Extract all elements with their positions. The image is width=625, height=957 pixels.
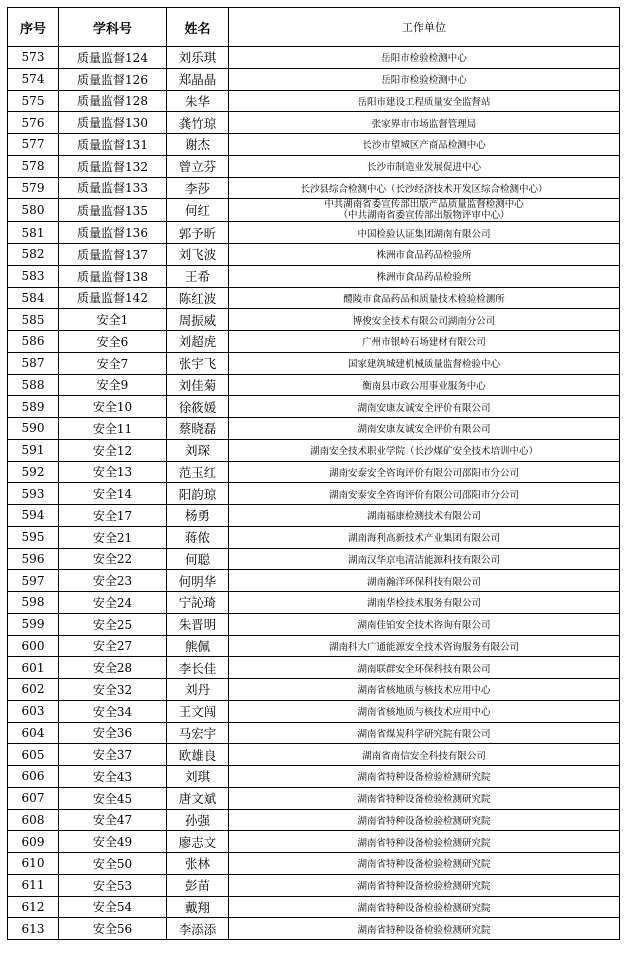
- row-unit-cell: 湖南省特种设备检验检测研究院: [229, 766, 620, 788]
- row-name-cell: 唐文斌: [167, 787, 229, 809]
- row-unit-cell: 湖南科大广通能源安全技术咨询服务有限公司: [229, 635, 620, 657]
- row-name-cell: 王希: [167, 265, 229, 287]
- row-seq-cell: 592: [8, 461, 59, 483]
- row-subject-cell: 安全21: [59, 526, 167, 548]
- row-seq-cell: 597: [8, 570, 59, 592]
- row-unit-cell: 湖南华检技术服务有限公司: [229, 592, 620, 614]
- row-name-cell: 蒋侬: [167, 526, 229, 548]
- row-name-cell: 刘佳菊: [167, 374, 229, 396]
- row-subject-cell: 质量监督131: [59, 134, 167, 156]
- row-subject-cell: 安全27: [59, 635, 167, 657]
- row-subject-cell: 安全14: [59, 483, 167, 505]
- table-row: [8, 68, 620, 90]
- row-subject-cell: 安全28: [59, 657, 167, 679]
- table-row: [8, 592, 620, 614]
- row-name-cell: 王文闯: [167, 700, 229, 722]
- row-unit-cell: 博俊安全技术有限公司湖南分公司: [229, 309, 620, 331]
- row-unit-cell: 湖南省特种设备检验检测研究院: [229, 874, 620, 896]
- row-subject-cell: 安全13: [59, 461, 167, 483]
- row-unit-cell: 岳阳市建设工程质量安全监督站: [229, 90, 620, 112]
- row-name-cell: 李添添: [167, 918, 229, 940]
- table-row: [8, 222, 620, 244]
- table-row: [8, 309, 620, 331]
- row-name-cell: 刘飞波: [167, 244, 229, 266]
- row-subject-cell: 安全10: [59, 396, 167, 418]
- table-row: [8, 396, 620, 418]
- row-seq-cell: 580: [8, 199, 59, 222]
- row-subject-cell: 安全54: [59, 896, 167, 918]
- row-subject-cell: 安全24: [59, 592, 167, 614]
- row-name-cell: 宁訫琦: [167, 592, 229, 614]
- row-subject-cell: 质量监督132: [59, 155, 167, 177]
- row-name-cell: 阳韵琼: [167, 483, 229, 505]
- row-unit-cell: 湖南海利高新技术产业集团有限公司: [229, 526, 620, 548]
- row-name-cell: 马宏宇: [167, 722, 229, 744]
- row-unit-cell: 衡南县市政公用事业服务中心: [229, 374, 620, 396]
- roster-table-container: [7, 7, 619, 940]
- row-seq-cell: 576: [8, 112, 59, 134]
- row-subject-cell: 质量监督135: [59, 199, 167, 222]
- row-name-cell: 郭予昕: [167, 222, 229, 244]
- table-row: [8, 134, 620, 156]
- row-seq-cell: 581: [8, 222, 59, 244]
- row-seq-cell: 605: [8, 744, 59, 766]
- row-seq-cell: 577: [8, 134, 59, 156]
- row-name-cell: 郑晶晶: [167, 68, 229, 90]
- table-row: [8, 613, 620, 635]
- table-row: [8, 722, 620, 744]
- row-unit-cell: 湖南省特种设备检验检测研究院: [229, 809, 620, 831]
- table-row: [8, 47, 620, 69]
- table-row: [8, 809, 620, 831]
- row-name-cell: 何聪: [167, 548, 229, 570]
- row-name-cell: 欧雄良: [167, 744, 229, 766]
- row-subject-cell: 质量监督130: [59, 112, 167, 134]
- row-name-cell: 蔡晓磊: [167, 418, 229, 440]
- table-row: [8, 483, 620, 505]
- table-row: [8, 287, 620, 309]
- row-unit-cell: 湖南省特种设备检验检测研究院: [229, 787, 620, 809]
- row-seq-cell: 607: [8, 787, 59, 809]
- row-unit-cell: 湖南安泰安全咨询评价有限公司邵阳市分公司: [229, 483, 620, 505]
- header-name: 姓名: [167, 8, 229, 47]
- row-unit-cell: 湖南佳铂安全技术咨询有限公司: [229, 613, 620, 635]
- row-seq-cell: 590: [8, 418, 59, 440]
- row-name-cell: 杨勇: [167, 505, 229, 527]
- row-name-cell: 范玉红: [167, 461, 229, 483]
- row-name-cell: 谢杰: [167, 134, 229, 156]
- table-row: [8, 896, 620, 918]
- table-row: [8, 766, 620, 788]
- row-name-cell: 孙强: [167, 809, 229, 831]
- row-subject-cell: 质量监督126: [59, 68, 167, 90]
- row-unit-cell: 湖南安康友诚安全评价有限公司: [229, 396, 620, 418]
- row-unit-cell: 湖南联群安全环保科技有限公司: [229, 657, 620, 679]
- row-seq-cell: 589: [8, 396, 59, 418]
- row-subject-cell: 安全56: [59, 918, 167, 940]
- header-subject: 学科号: [59, 8, 167, 47]
- row-subject-cell: 安全23: [59, 570, 167, 592]
- row-seq-cell: 601: [8, 657, 59, 679]
- table-row: [8, 548, 620, 570]
- table-row: [8, 700, 620, 722]
- row-name-cell: 熊佩: [167, 635, 229, 657]
- table-row: [8, 787, 620, 809]
- table-row: [8, 526, 620, 548]
- row-unit-cell: 中国检验认证集团湖南有限公司: [229, 222, 620, 244]
- row-unit-line-1: 中共湖南省委宣传部出版产品质量监督检测中心: [324, 199, 524, 211]
- row-unit-cell: 湖南省特种设备检验检测研究院: [229, 896, 620, 918]
- row-name-cell: 李莎: [167, 177, 229, 199]
- row-subject-cell: 安全45: [59, 787, 167, 809]
- row-seq-cell: 588: [8, 374, 59, 396]
- row-subject-cell: 安全7: [59, 352, 167, 374]
- row-name-cell: 何红: [167, 199, 229, 222]
- row-name-cell: 朱华: [167, 90, 229, 112]
- row-seq-cell: 608: [8, 809, 59, 831]
- row-seq-cell: 591: [8, 439, 59, 461]
- row-seq-cell: 606: [8, 766, 59, 788]
- roster-table: [7, 7, 620, 940]
- row-subject-cell: 安全53: [59, 874, 167, 896]
- row-subject-cell: 质量监督133: [59, 177, 167, 199]
- table-row: [8, 244, 620, 266]
- row-subject-cell: 质量监督137: [59, 244, 167, 266]
- row-unit-cell: 湖南省特种设备检验检测研究院: [229, 831, 620, 853]
- row-seq-cell: 583: [8, 265, 59, 287]
- row-unit-cell: 醴陵市食品药品和质量技术检验检测所: [229, 287, 620, 309]
- row-unit-cell: 湖南省核地质与核技术应用中心: [229, 700, 620, 722]
- row-subject-cell: 质量监督128: [59, 90, 167, 112]
- row-name-cell: 刘超虎: [167, 331, 229, 353]
- row-seq-cell: 599: [8, 613, 59, 635]
- row-name-cell: 廖志文: [167, 831, 229, 853]
- table-row: [8, 352, 620, 374]
- row-seq-cell: 609: [8, 831, 59, 853]
- row-unit-cell: 广州市银岭石场建材有限公司: [229, 331, 620, 353]
- row-unit-cell: 株洲市食品药品检验所: [229, 265, 620, 287]
- row-seq-cell: 593: [8, 483, 59, 505]
- row-subject-cell: 安全22: [59, 548, 167, 570]
- row-seq-cell: 603: [8, 700, 59, 722]
- table-row: [8, 657, 620, 679]
- table-row: [8, 831, 620, 853]
- row-unit-cell: 湖南省核地质与核技术应用中心: [229, 679, 620, 701]
- row-subject-cell: 质量监督142: [59, 287, 167, 309]
- row-seq-cell: 595: [8, 526, 59, 548]
- row-unit-cell: 湖南省南信安全科技有限公司: [229, 744, 620, 766]
- row-subject-cell: 安全12: [59, 439, 167, 461]
- table-header-row: [8, 8, 620, 47]
- row-seq-cell: 578: [8, 155, 59, 177]
- table-row: [8, 331, 620, 353]
- table-row: [8, 112, 620, 134]
- table-row: [8, 679, 620, 701]
- row-name-cell: 周振威: [167, 309, 229, 331]
- row-seq-cell: 585: [8, 309, 59, 331]
- row-name-cell: 刘琛: [167, 439, 229, 461]
- row-seq-cell: 610: [8, 853, 59, 875]
- row-unit-cell: 湖南瀚洋环保科技有限公司: [229, 570, 620, 592]
- row-name-cell: 徐筱媛: [167, 396, 229, 418]
- row-subject-cell: 安全11: [59, 418, 167, 440]
- row-unit-cell: 湖南省煤炭科学研究院有限公司: [229, 722, 620, 744]
- row-name-cell: 张林: [167, 853, 229, 875]
- table-row: [8, 155, 620, 177]
- row-seq-cell: 575: [8, 90, 59, 112]
- row-unit-line-2: （中共湖南省委宣传部出版物评审中心）: [338, 210, 510, 222]
- row-subject-cell: 安全43: [59, 766, 167, 788]
- row-name-cell: 李长佳: [167, 657, 229, 679]
- row-subject-cell: 安全36: [59, 722, 167, 744]
- row-unit-cell: 湖南福康检测技术有限公司: [229, 505, 620, 527]
- row-seq-cell: 598: [8, 592, 59, 614]
- table-row: [8, 439, 620, 461]
- table-row: [8, 570, 620, 592]
- row-subject-cell: 安全6: [59, 331, 167, 353]
- header-unit: 工作单位: [229, 8, 620, 47]
- row-seq-cell: 574: [8, 68, 59, 90]
- row-unit-cell: 株洲市食品药品检验所: [229, 244, 620, 266]
- row-seq-cell: 611: [8, 874, 59, 896]
- row-seq-cell: 600: [8, 635, 59, 657]
- table-body: [8, 47, 620, 940]
- row-name-cell: 何明华: [167, 570, 229, 592]
- table-row: [8, 374, 620, 396]
- row-subject-cell: 安全9: [59, 374, 167, 396]
- row-name-cell: 刘乐琪: [167, 47, 229, 69]
- row-subject-cell: 安全49: [59, 831, 167, 853]
- row-name-cell: 刘琪: [167, 766, 229, 788]
- row-subject-cell: 安全1: [59, 309, 167, 331]
- table-row: [8, 90, 620, 112]
- table-row: [8, 874, 620, 896]
- row-unit-cell: 国家建筑城建机械质量监督检验中心: [229, 352, 620, 374]
- row-subject-cell: 安全50: [59, 853, 167, 875]
- row-name-cell: 曾立芬: [167, 155, 229, 177]
- row-unit-cell: 湖南省特种设备检验检测研究院: [229, 918, 620, 940]
- table-row: [8, 505, 620, 527]
- row-subject-cell: 安全37: [59, 744, 167, 766]
- row-subject-cell: 安全34: [59, 700, 167, 722]
- row-unit-cell: 湖南安泰安全咨询评价有限公司邵阳市分公司: [229, 461, 620, 483]
- table-row: [8, 635, 620, 657]
- table-row: [8, 461, 620, 483]
- row-unit-cell: 岳阳市检验检测中心: [229, 68, 620, 90]
- row-subject-cell: 安全47: [59, 809, 167, 831]
- row-seq-cell: 584: [8, 287, 59, 309]
- row-subject-cell: 安全32: [59, 679, 167, 701]
- row-name-cell: 朱晋明: [167, 613, 229, 635]
- row-subject-cell: 质量监督124: [59, 47, 167, 69]
- row-name-cell: 刘丹: [167, 679, 229, 701]
- row-seq-cell: 573: [8, 47, 59, 69]
- row-subject-cell: 质量监督136: [59, 222, 167, 244]
- row-seq-cell: 586: [8, 331, 59, 353]
- row-name-cell: 彭苗: [167, 874, 229, 896]
- row-seq-cell: 587: [8, 352, 59, 374]
- row-unit-cell: 湖南汉华京电清洁能源科技有限公司: [229, 548, 620, 570]
- row-unit-cell: 岳阳市检验检测中心: [229, 47, 620, 69]
- row-subject-cell: 安全17: [59, 505, 167, 527]
- table-row: [8, 853, 620, 875]
- header-seq: 序号: [8, 8, 59, 47]
- table-row: [8, 744, 620, 766]
- row-seq-cell: 602: [8, 679, 59, 701]
- row-unit-cell: 长沙县综合检测中心（长沙经济技术开发区综合检测中心）: [229, 177, 620, 199]
- row-unit-cell: 湖南安康友诚安全评价有限公司: [229, 418, 620, 440]
- row-unit-cell: 张家界市市场监督管理局: [229, 112, 620, 134]
- row-seq-cell: 596: [8, 548, 59, 570]
- table-row: [8, 918, 620, 940]
- row-subject-cell: 质量监督138: [59, 265, 167, 287]
- table-row: [8, 418, 620, 440]
- row-name-cell: 戴翔: [167, 896, 229, 918]
- row-seq-cell: 594: [8, 505, 59, 527]
- row-unit-cell: 湖南省特种设备检验检测研究院: [229, 853, 620, 875]
- row-name-cell: 陈红波: [167, 287, 229, 309]
- row-seq-cell: 582: [8, 244, 59, 266]
- table-row: [8, 177, 620, 199]
- row-seq-cell: 613: [8, 918, 59, 940]
- row-name-cell: 张宇飞: [167, 352, 229, 374]
- table-row: [8, 199, 620, 222]
- table-row: [8, 265, 620, 287]
- row-unit-cell: 长沙市望城区产商品检测中心: [229, 134, 620, 156]
- row-subject-cell: 安全25: [59, 613, 167, 635]
- row-seq-cell: 612: [8, 896, 59, 918]
- row-seq-cell: 579: [8, 177, 59, 199]
- row-unit-cell: [229, 199, 620, 222]
- row-seq-cell: 604: [8, 722, 59, 744]
- row-unit-cell: 湖南安全技术职业学院（长沙煤矿安全技术培训中心）: [229, 439, 620, 461]
- row-name-cell: 龚竹琼: [167, 112, 229, 134]
- row-unit-cell: 长沙市制造业发展促进中心: [229, 155, 620, 177]
